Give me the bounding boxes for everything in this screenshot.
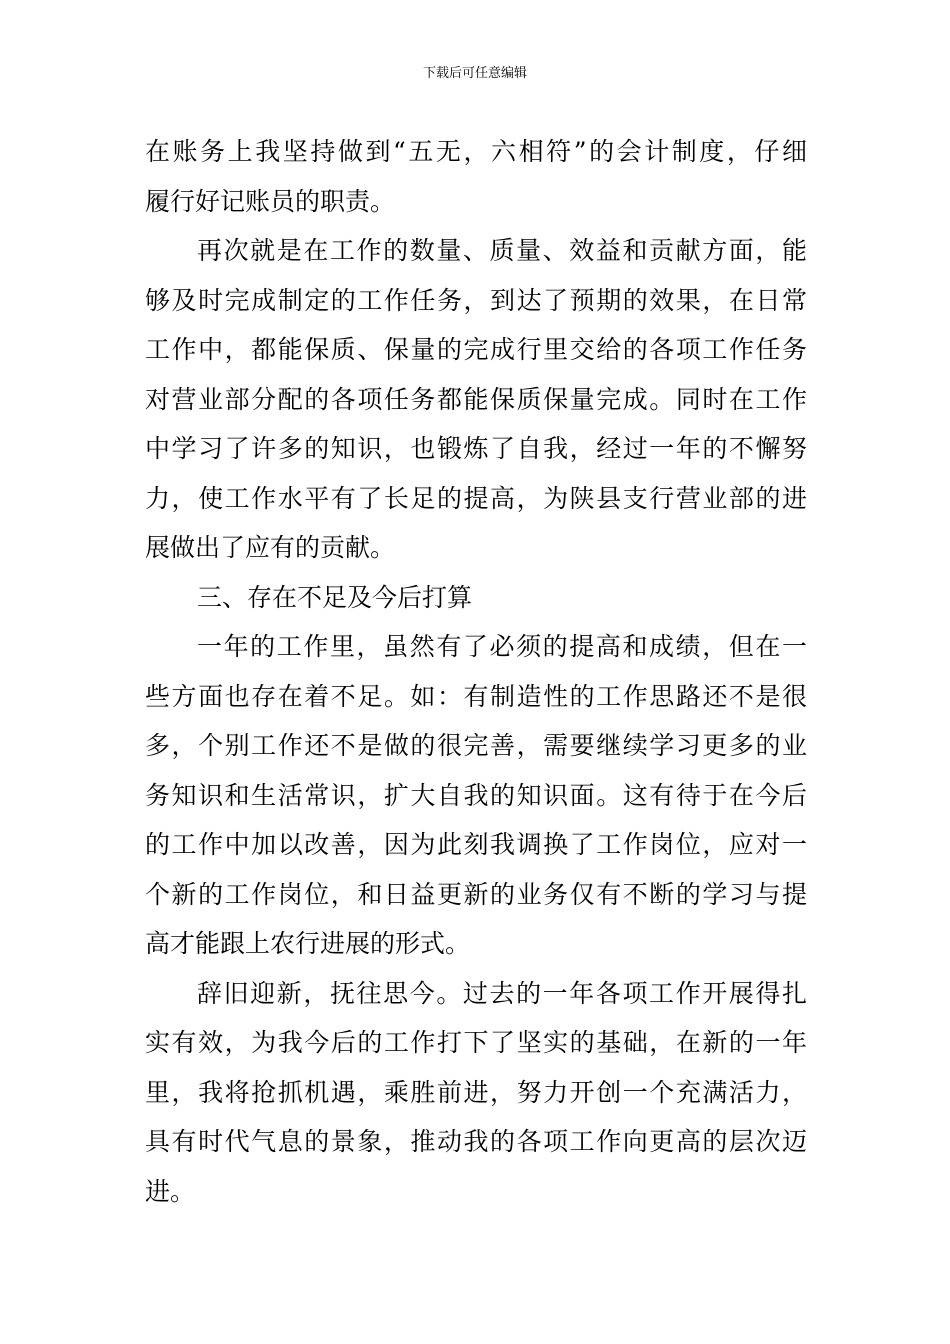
text-line: 多，个别工作还不是做的很完善，需要继续学习更多的业 bbox=[145, 731, 807, 760]
text-line: 个新的工作岗位，和日益更新的业务仅有不断的学习与提 bbox=[145, 879, 807, 909]
text-line: 一年的工作里，虽然有了必须的提高和成绩，但在一 bbox=[197, 632, 807, 661]
text-line: 在账务上我坚持做到“五无，六相符”的会计制度，仔细 bbox=[145, 137, 807, 166]
page-header: 下载后可任意编辑 bbox=[422, 66, 527, 81]
text-line: 高才能跟上农行进展的形式。 bbox=[145, 929, 471, 958]
text-line: 具有时代气息的景象，推动我的各项工作向更高的层次迈 bbox=[145, 1127, 807, 1156]
section-heading: 三、存在不足及今后打算 bbox=[197, 582, 473, 612]
text-line: 对营业部分配的各项任务都能保质保量完成。同时在工作 bbox=[145, 384, 807, 414]
text-line: 些方面也存在着不足。如：有制造性的工作思路还不是很 bbox=[145, 681, 807, 711]
text-line: 实有效，为我今后的工作打下了坚实的基础，在新的一年 bbox=[145, 1028, 807, 1057]
text-line: 的工作中加以改善，因为此刻我调换了工作岗位，应对一 bbox=[145, 830, 807, 859]
text-line: 够及时完成制定的工作任务，到达了预期的效果，在日常 bbox=[145, 285, 807, 315]
text-line: 再次就是在工作的数量、质量、效益和贡献方面，能 bbox=[197, 236, 807, 265]
text-line: 务知识和生活常识，扩大自我的知识面。这有待于在今后 bbox=[145, 780, 807, 810]
document-body bbox=[145, 127, 807, 1216]
text-line: 里，我将抢抓机遇，乘胜前进，努力开创一个充满活力， bbox=[145, 1077, 807, 1107]
text-line: 展做出了应有的贡献。 bbox=[145, 533, 396, 562]
text-line: 辞旧迎新，抚往思今。过去的一年各项工作开展得扎 bbox=[197, 978, 807, 1008]
text-line: 进。 bbox=[145, 1176, 196, 1206]
text-line: 中学习了许多的知识，也锻炼了自我，经过一年的不懈努 bbox=[145, 434, 807, 463]
text-line: 履行好记账员的职责。 bbox=[145, 186, 396, 216]
text-line: 工作中，都能保质、保量的完成行里交给的各项工作任务 bbox=[145, 335, 807, 364]
text-line: 力，使工作水平有了长足的提高，为陕县支行营业部的进 bbox=[145, 483, 807, 513]
